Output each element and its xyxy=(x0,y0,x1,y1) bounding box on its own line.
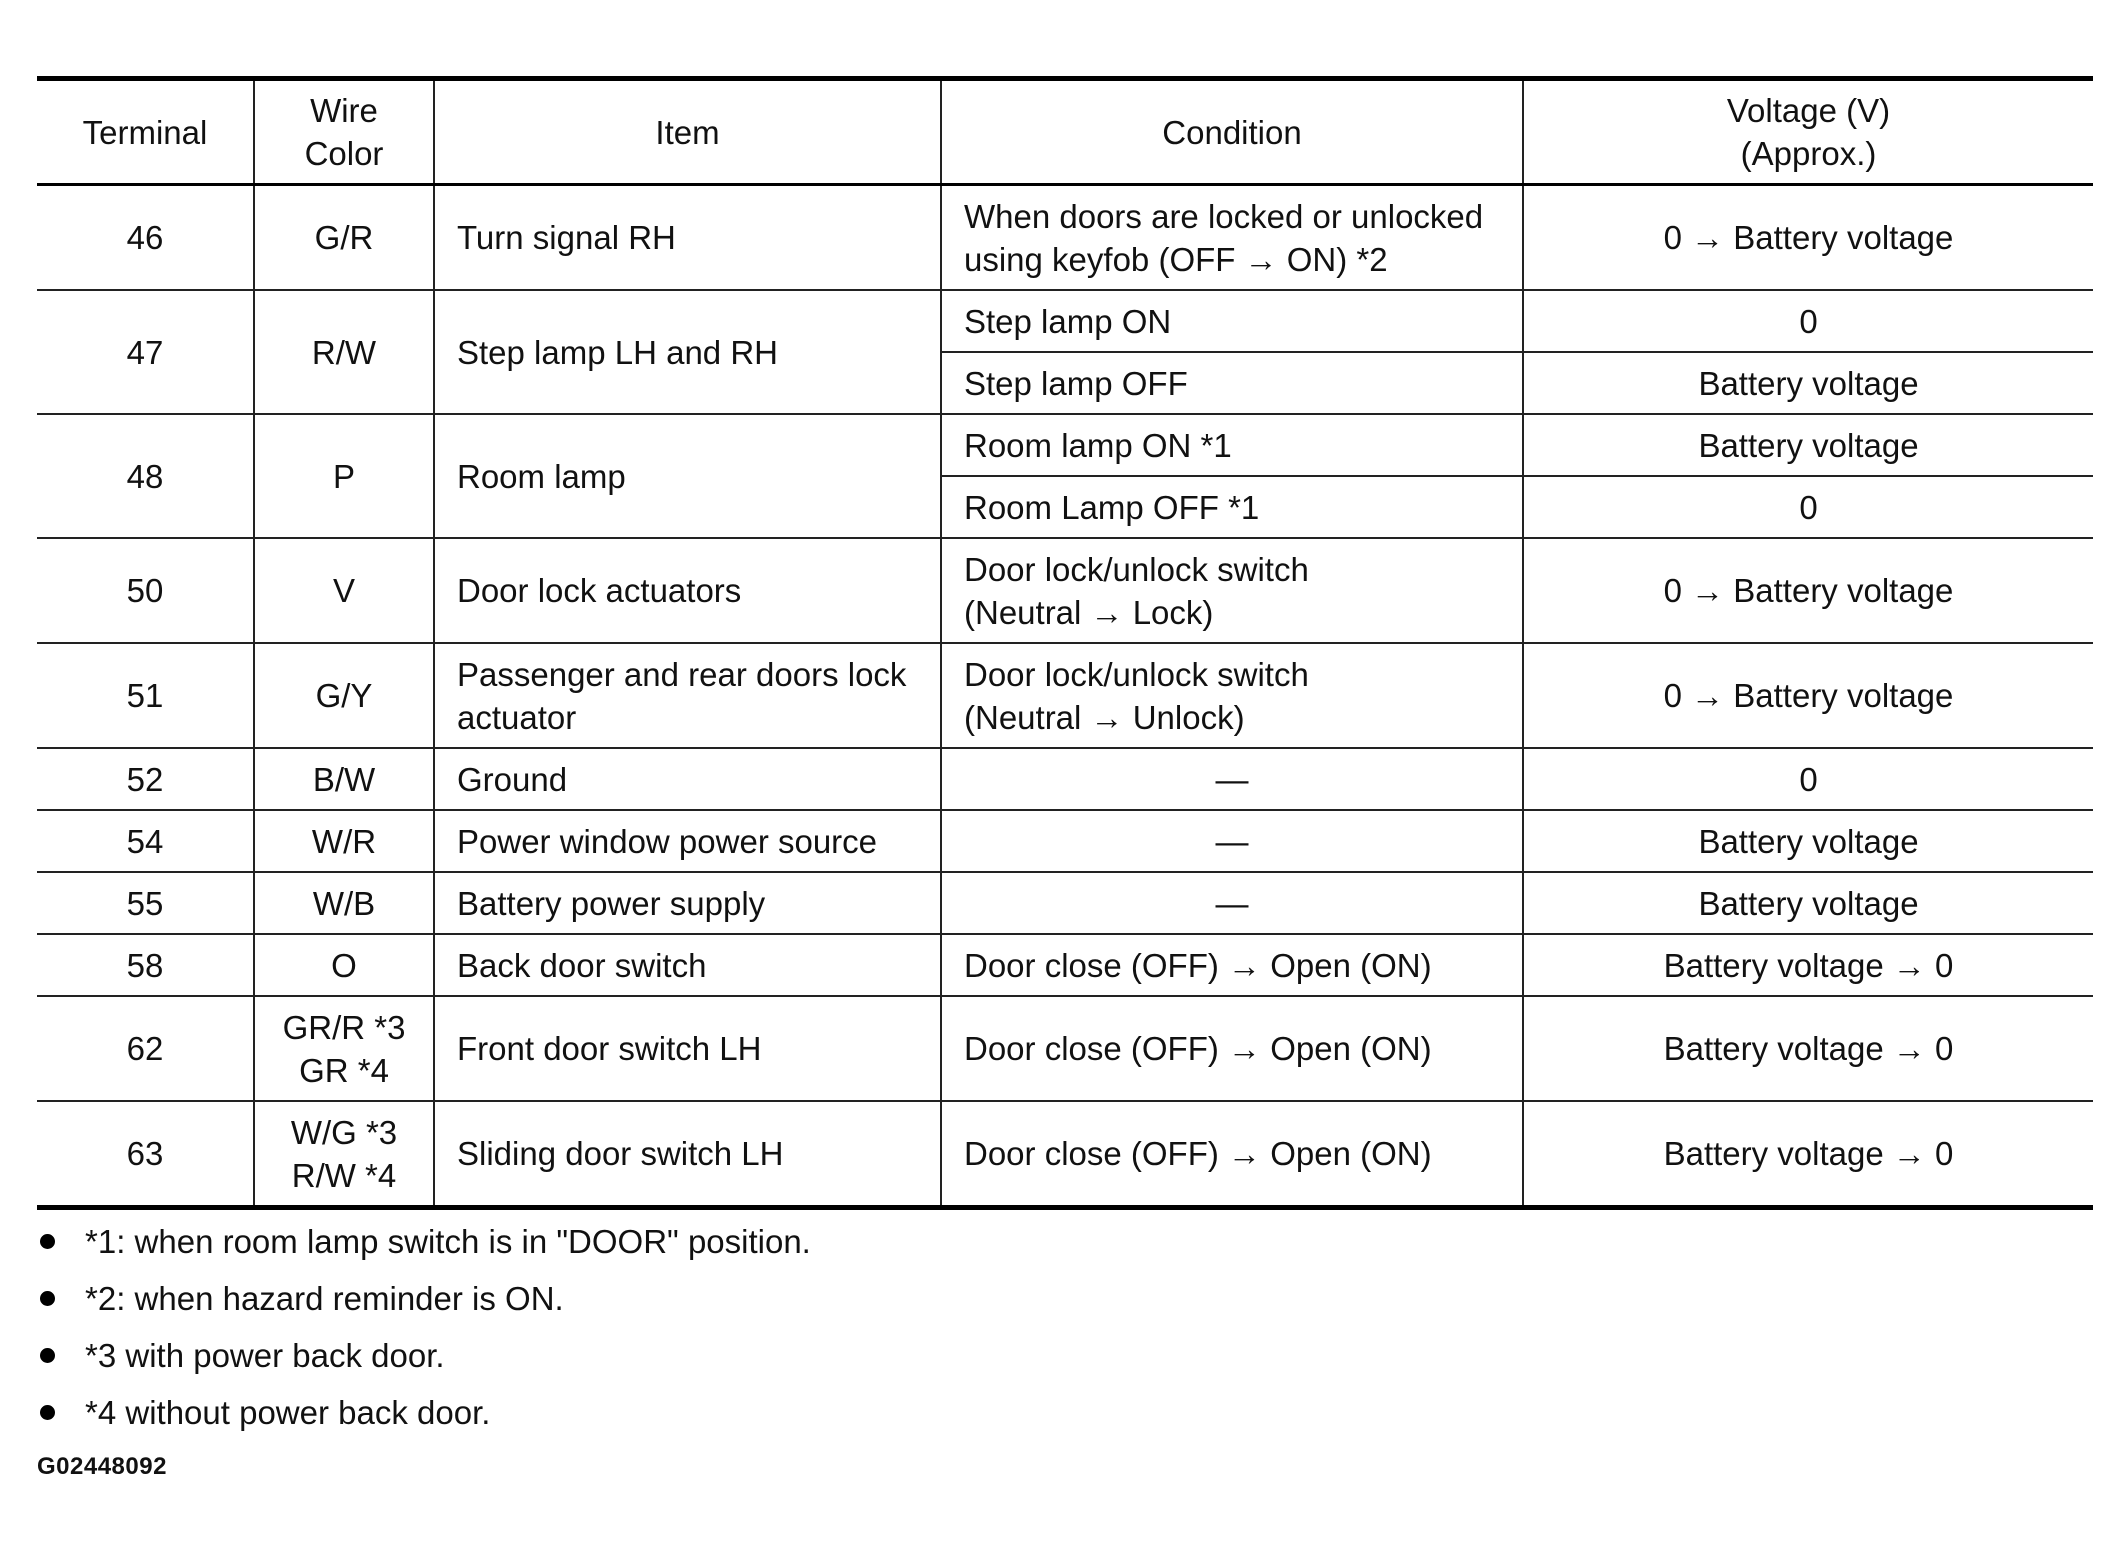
cell-condition: Step lamp ON xyxy=(941,290,1523,352)
cell-voltage: 0 → Battery voltage xyxy=(1523,643,2093,748)
header-condition: Condition xyxy=(941,79,1523,185)
cell-voltage: Battery voltage → 0 xyxy=(1523,1101,2093,1208)
cell-wire-color: W/R xyxy=(254,810,434,872)
terminal-voltage-table-container xyxy=(37,76,2093,1210)
cell-terminal: 63 xyxy=(37,1101,254,1208)
cell-voltage: 0 → Battery voltage xyxy=(1523,185,2093,291)
cell-terminal: 47 xyxy=(37,290,254,414)
cell-voltage: 0 xyxy=(1523,748,2093,810)
figure-id: G02448092 xyxy=(37,1453,167,1480)
cell-wire-color: G/Y xyxy=(254,643,434,748)
cell-condition: Door close (OFF) → Open (ON) xyxy=(941,996,1523,1101)
cell-terminal: 62 xyxy=(37,996,254,1101)
cell-item: Power window power source xyxy=(434,810,941,872)
cell-condition: Door lock/unlock switch (Neutral → Lock) xyxy=(941,538,1523,643)
cell-condition: Door close (OFF) → Open (ON) xyxy=(941,1101,1523,1208)
cell-wire-color: P xyxy=(254,414,434,538)
footnote-text: *4 without power back door. xyxy=(85,1394,491,1431)
table-row xyxy=(37,748,2093,810)
cell-item: Sliding door switch LH xyxy=(434,1101,941,1208)
header-wire-color: Wire Color xyxy=(254,79,434,185)
cell-item: Back door switch xyxy=(434,934,941,996)
cell-terminal: 54 xyxy=(37,810,254,872)
cell-wire-color: V xyxy=(254,538,434,643)
cell-condition: Step lamp OFF xyxy=(941,352,1523,414)
footnote-item xyxy=(37,1327,811,1384)
cell-wire-color: G/R xyxy=(254,185,434,291)
cell-condition: Door close (OFF) → Open (ON) xyxy=(941,934,1523,996)
cell-voltage: 0 xyxy=(1523,476,2093,538)
header-item: Item xyxy=(434,79,941,185)
cell-condition: Room Lamp OFF *1 xyxy=(941,476,1523,538)
cell-condition: Room lamp ON *1 xyxy=(941,414,1523,476)
cell-terminal: 55 xyxy=(37,872,254,934)
cell-voltage: Battery voltage xyxy=(1523,414,2093,476)
table-row xyxy=(37,996,2093,1101)
footnote-item xyxy=(37,1270,811,1327)
footnote-item xyxy=(37,1384,811,1441)
cell-wire-color: GR/R *3 GR *4 xyxy=(254,996,434,1101)
footnote-text: *1: when room lamp switch is in "DOOR" position. xyxy=(85,1223,811,1260)
cell-item: Room lamp xyxy=(434,414,941,538)
cell-wire-color: B/W xyxy=(254,748,434,810)
bullet-icon xyxy=(40,1405,55,1420)
footnote-text: *2: when hazard reminder is ON. xyxy=(85,1280,564,1317)
cell-terminal: 58 xyxy=(37,934,254,996)
table-row xyxy=(37,538,2093,643)
cell-condition: Door lock/unlock switch (Neutral → Unlock) xyxy=(941,643,1523,748)
cell-terminal: 46 xyxy=(37,185,254,291)
cell-item: Ground xyxy=(434,748,941,810)
cell-condition: — xyxy=(941,748,1523,810)
header-terminal: Terminal xyxy=(37,79,254,185)
cell-voltage: Battery voltage xyxy=(1523,810,2093,872)
cell-voltage: Battery voltage → 0 xyxy=(1523,934,2093,996)
table-row xyxy=(37,810,2093,872)
footnote-item xyxy=(37,1213,811,1270)
table-row xyxy=(37,414,2093,476)
bullet-icon xyxy=(40,1348,55,1363)
cell-voltage: Battery voltage xyxy=(1523,352,2093,414)
table-row xyxy=(37,290,2093,352)
cell-wire-color: O xyxy=(254,934,434,996)
table-row xyxy=(37,643,2093,748)
cell-voltage: 0 → Battery voltage xyxy=(1523,538,2093,643)
cell-terminal: 51 xyxy=(37,643,254,748)
bullet-icon xyxy=(40,1291,55,1306)
table-row xyxy=(37,1101,2093,1208)
footnotes xyxy=(37,1213,811,1441)
cell-voltage: Battery voltage xyxy=(1523,872,2093,934)
cell-wire-color: W/G *3 R/W *4 xyxy=(254,1101,434,1208)
cell-voltage: 0 xyxy=(1523,290,2093,352)
table-row xyxy=(37,185,2093,291)
table-row xyxy=(37,934,2093,996)
cell-terminal: 48 xyxy=(37,414,254,538)
cell-item: Door lock actuators xyxy=(434,538,941,643)
cell-condition: — xyxy=(941,872,1523,934)
cell-item: Turn signal RH xyxy=(434,185,941,291)
bullet-icon xyxy=(40,1234,55,1249)
terminal-voltage-table xyxy=(37,76,2093,1210)
cell-voltage: Battery voltage → 0 xyxy=(1523,996,2093,1101)
cell-terminal: 50 xyxy=(37,538,254,643)
cell-wire-color: W/B xyxy=(254,872,434,934)
cell-item: Passenger and rear doors lock actuator xyxy=(434,643,941,748)
table-row xyxy=(37,872,2093,934)
header-row xyxy=(37,79,2093,185)
cell-item: Step lamp LH and RH xyxy=(434,290,941,414)
header-voltage: Voltage (V) (Approx.) xyxy=(1523,79,2093,185)
cell-condition: — xyxy=(941,810,1523,872)
cell-item: Front door switch LH xyxy=(434,996,941,1101)
cell-condition: When doors are locked or unlocked using keyfob (OFF → ON) *2 xyxy=(941,185,1523,291)
cell-terminal: 52 xyxy=(37,748,254,810)
cell-item: Battery power supply xyxy=(434,872,941,934)
footnote-text: *3 with power back door. xyxy=(85,1337,445,1374)
cell-wire-color: R/W xyxy=(254,290,434,414)
